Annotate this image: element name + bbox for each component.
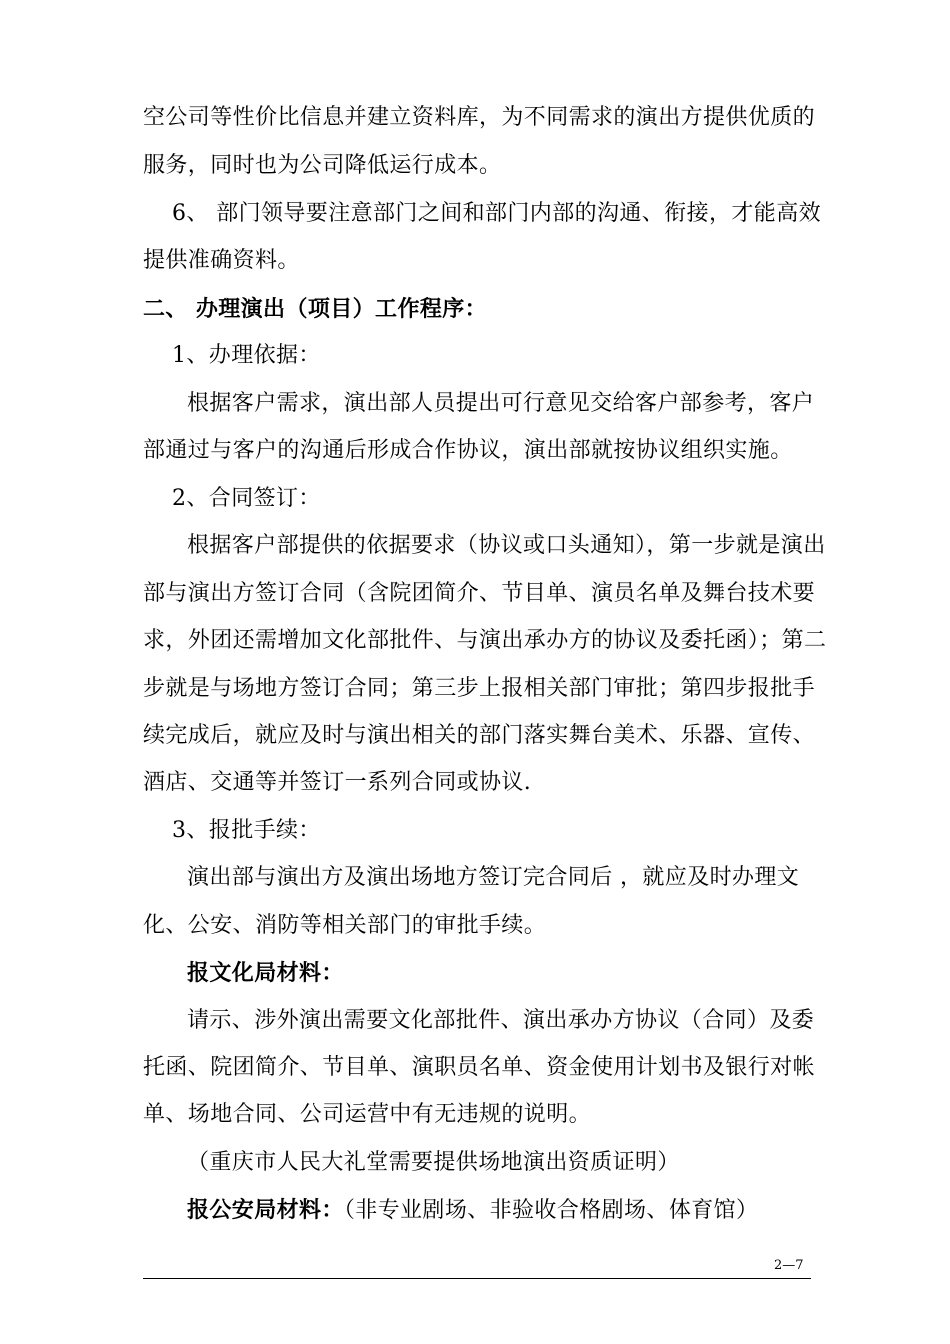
paragraph-line: 提供准确资料。 <box>143 248 300 273</box>
section-heading: 二、 办理演出（项目）工作程序： <box>143 296 488 322</box>
paragraph-line: 演出部与演出方及演出场地方签订完合同后 ，就应及时办理文 <box>187 865 800 890</box>
paragraph-line: 步就是与场地方签订合同；第三步上报相关部门审批；第四步报批手 <box>143 676 816 701</box>
subheading-approval: 3、报批手续： <box>172 818 321 843</box>
culture-bureau-materials-heading: 报文化局材料： <box>187 960 344 986</box>
list-item-6: 6、 部门领导要注意部门之间和部门内部的沟通、衔接，才能高效 <box>172 201 821 226</box>
public-security-materials-heading: 报公安局材料： <box>187 1197 344 1223</box>
subheading-contract: 2、合同签订： <box>172 486 321 511</box>
paragraph-line: 服务，同时也为公司降低运行成本。 <box>143 153 502 178</box>
paragraph-line: 空公司等性价比信息并建立资料库，为不同需求的演出方提供优质的 <box>143 105 816 130</box>
public-security-materials-note: （非专业剧场、非验收合格剧场、体育馆） <box>343 1198 759 1223</box>
footer-divider <box>143 1278 811 1279</box>
paragraph-line: 托函、院团简介、节目单、演职员名单、资金使用计划书及银行对帐 <box>143 1055 816 1080</box>
paragraph-line: 根据客户部提供的依据要求（协议或口头通知），第一步就是演出 <box>187 533 826 558</box>
paragraph-line: 根据客户需求，演出部人员提出可行意见交给客户部参考，客户 <box>187 391 815 416</box>
public-security-materials-line <box>187 1195 758 1226</box>
paragraph-line: 部与演出方签订合同（含院团简介、节目单、演员名单及舞台技术要 <box>143 581 816 606</box>
note-line: （重庆市人民大礼堂需要提供场地演出资质证明） <box>187 1150 680 1175</box>
paragraph-line: 部通过与客户的沟通后形成合作协议，演出部就按协议组织实施。 <box>143 438 793 463</box>
paragraph-line: 续完成后，就应及时与演出相关的部门落实舞台美术、乐器、宣传、 <box>143 723 816 748</box>
paragraph-line: 酒店、交通等并签订一系列合同或协议. <box>143 770 532 795</box>
subheading-basis: 1、办理依据： <box>172 343 321 368</box>
paragraph-line: 单、场地合同、公司运营中有无违规的说明。 <box>143 1102 592 1127</box>
paragraph-line: 请示、涉外演出需要文化部批件、演出承办方协议（合同）及委 <box>187 1008 815 1033</box>
page-number: 2—7 <box>774 1258 804 1273</box>
paragraph-line: 化、公安、消防等相关部门的审批手续。 <box>143 913 547 938</box>
paragraph-line: 求，外团还需增加文化部批件、与演出承办方的协议及委托函）；第二 <box>143 628 827 653</box>
